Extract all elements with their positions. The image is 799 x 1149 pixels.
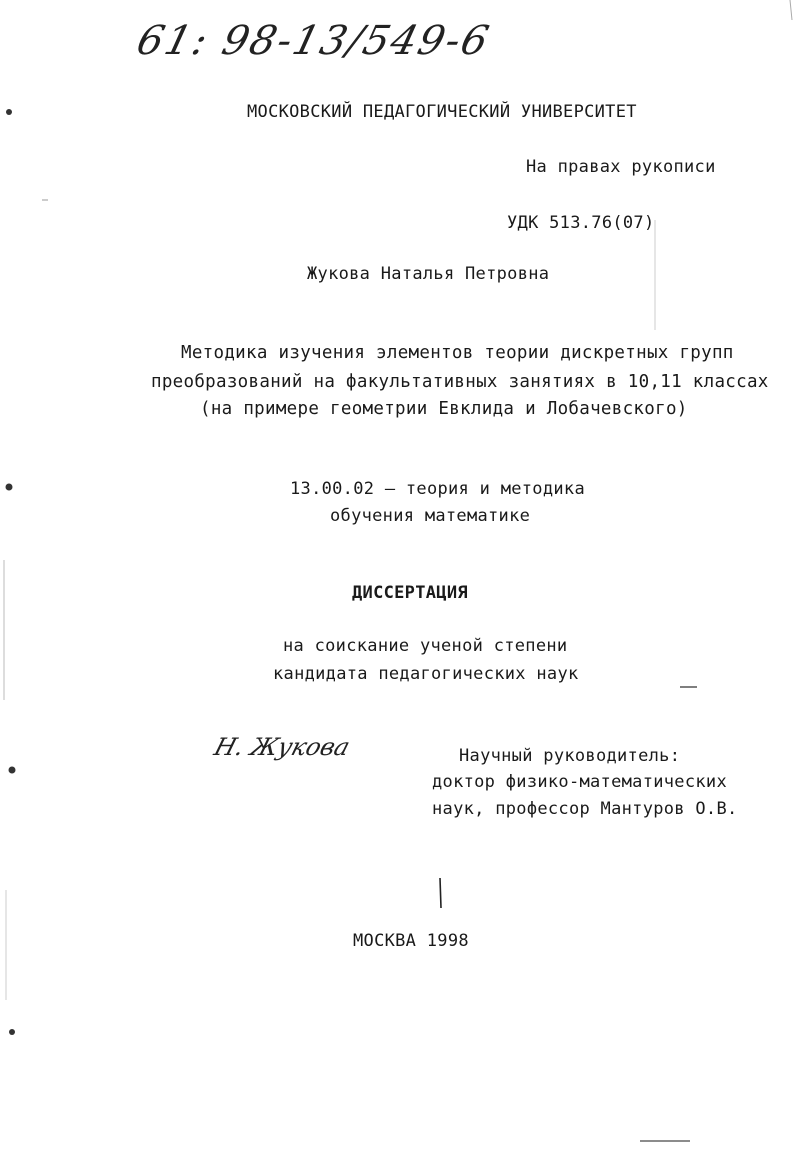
dissertation-title-line-2: преобразований на факультативных занятиях в 10,11 классах <box>151 372 769 392</box>
dissertation-title-line-3: (на примере геометрии Евклида и Лобачевского) <box>200 399 688 419</box>
document-type: ДИССЕРТАЦИЯ <box>352 583 468 603</box>
catalog-number: 61: 98-13/549-6 <box>132 18 495 64</box>
supervisor-degree: доктор физико-математических <box>432 772 727 792</box>
university-name: МОСКОВСКИЙ ПЕДАГОГИЧЕСКИЙ УНИВЕРСИТЕТ <box>247 102 637 122</box>
specialty-line-1: 13.00.02 – теория и методика <box>290 479 585 499</box>
udk-code: УДК 513.76(07) <box>507 213 655 233</box>
author-signature: Н. Жукова <box>210 733 354 761</box>
supervisor-name: наук, профессор Мантуров О.В. <box>432 799 738 819</box>
specialty-line-2: обучения математике <box>330 506 531 526</box>
author-name: Жукова Наталья Петровна <box>307 264 550 284</box>
degree-line-1: на соискание ученой степени <box>283 636 568 656</box>
dissertation-title-line-1: Методика изучения элементов теории дискретных групп <box>181 343 734 363</box>
supervisor-label: Научный руководитель: <box>459 746 681 766</box>
degree-line-2: кандидата педагогических наук <box>273 664 579 684</box>
city-year: МОСКВА 1998 <box>353 931 469 951</box>
manuscript-rights: На правах рукописи <box>526 157 716 177</box>
